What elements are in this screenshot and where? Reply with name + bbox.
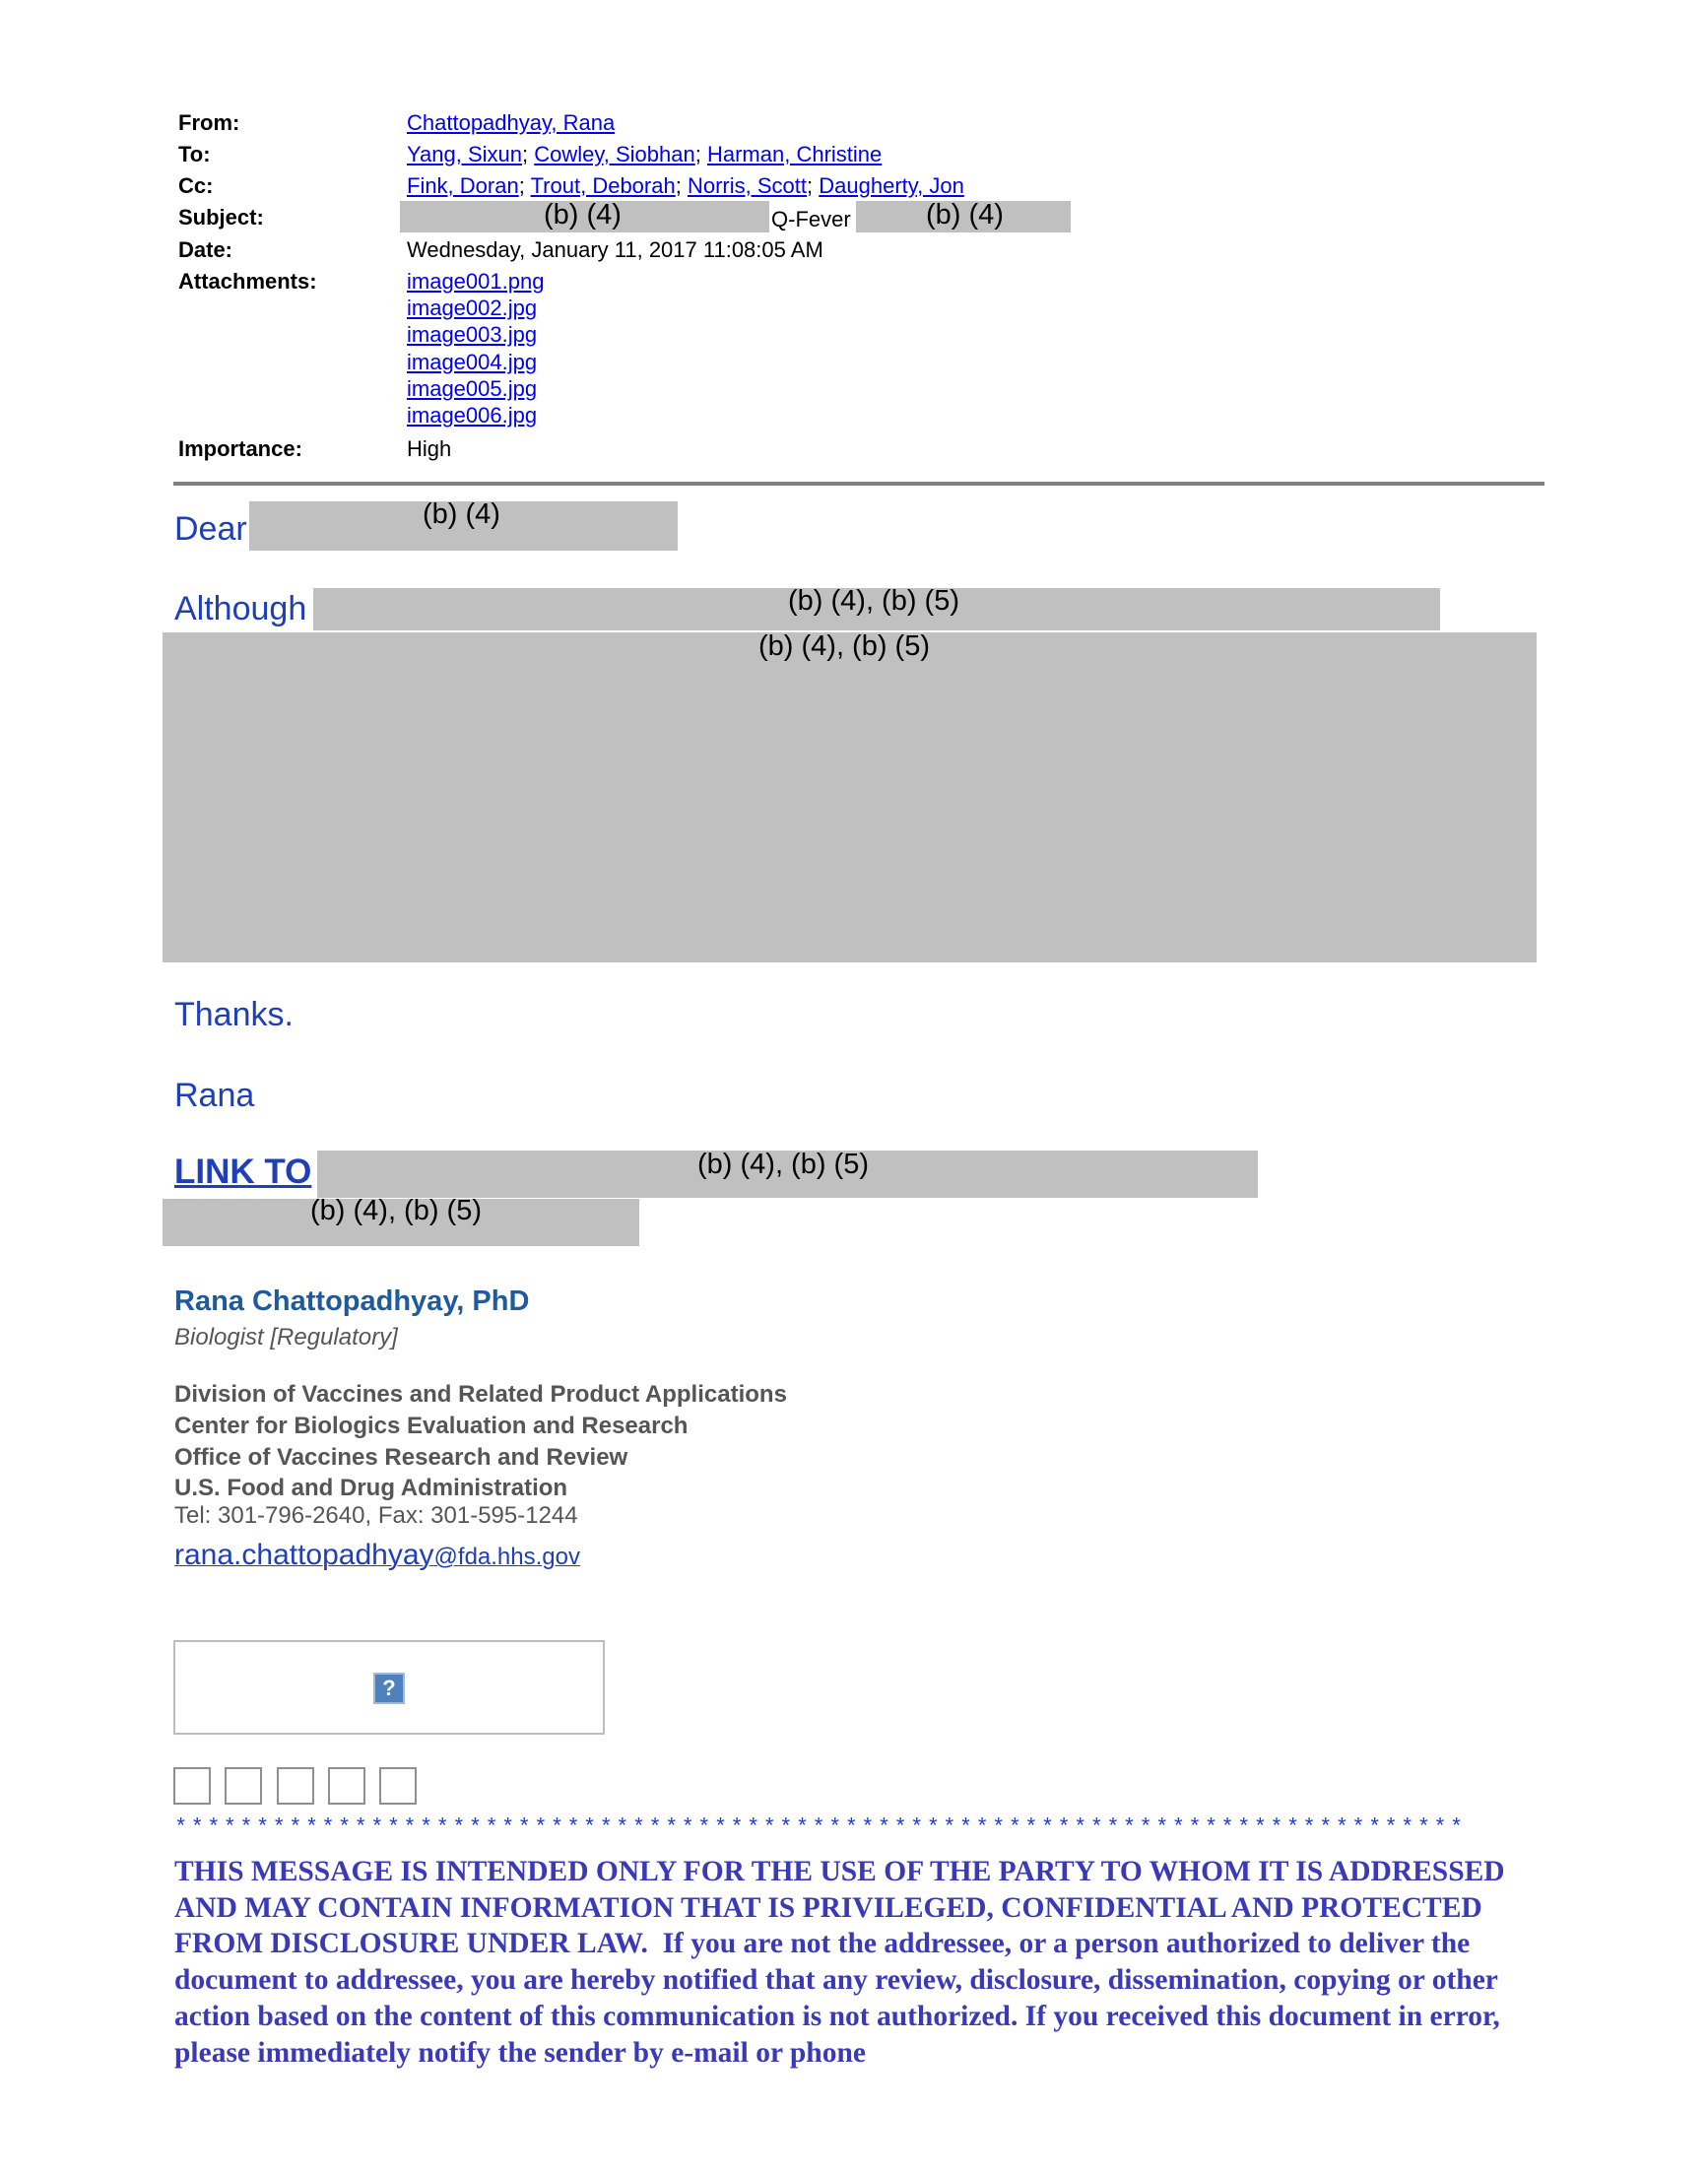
attachment-link[interactable]: image004.jpg [407,350,538,374]
disclaimer-body: If you are not the addressee, or a person authorized to deliver the document to addressee, you are hereby notified that any review, disclosure, dissemination, copying or other action based on the content of this communication is not authorized. If you received this document in error, please immediately notify the sender by e-mail or phone [174,1928,1500,2069]
subject-text: Q-Fever [771,207,851,231]
social-icon-placeholder[interactable] [225,1767,262,1805]
confidentiality-disclaimer [174,1854,1534,2071]
redaction-code: (b) (4), (b) (5) [758,630,930,662]
social-icon-placeholder[interactable] [277,1767,314,1805]
signature-org-line: Division of Vaccines and Related Product Applications [174,1381,787,1408]
email-user: rana.chattopadhyay [174,1539,434,1571]
social-icon-placeholder[interactable] [328,1767,365,1805]
signature-org-line: Center for Biologics Evaluation and Research [174,1413,689,1439]
header-divider [173,482,1544,486]
separator: ; [694,142,701,166]
attachment-link[interactable]: image002.jpg [407,296,538,320]
cc-link[interactable]: Daugherty, Jon [819,173,964,198]
attachment-link[interactable]: image003.jpg [407,322,538,347]
disclaimer-divider: ******************************************************************************* [174,1815,1467,1840]
cc-value [407,173,964,199]
recipient-link[interactable]: Harman, Christine [706,142,883,166]
paragraph-redaction [163,632,1537,962]
disclaimer-caps: THIS MESSAGE IS INTENDED ONLY FOR THE USE OF THE PARTY TO WHOM IT IS ADDRESSED AND MAY CONTAIN INFORMATION THAT IS PRIVILEGED, CONFIDENTIAL AND PROTECTED FROM DISCLOSURE UNDER LAW. [174,1856,1505,1960]
email-link[interactable] [174,1539,580,1572]
signature-title: Biologist [Regulatory] [174,1324,398,1351]
cc-label: Cc: [178,173,214,198]
separator: ; [807,173,814,198]
from-value [407,110,615,136]
subject-label: Subject: [178,205,264,230]
redaction-code: (b) (4), (b) (5) [310,1195,482,1226]
separator: ; [518,173,525,198]
cc-link[interactable]: Norris, Scott [687,173,807,198]
separator: ; [675,173,682,198]
to-value [407,142,882,167]
image-placeholder-box [173,1640,605,1735]
attachments-label: Attachments: [178,269,317,294]
missing-image-icon: ? [373,1673,405,1704]
signature-org-line: Office of Vaccines Research and Review [174,1444,628,1471]
recipient-link[interactable]: Cowley, Siobhan [534,142,695,166]
importance-value: High [407,436,452,461]
signature-name: Rana Chattopadhyay, PhD [174,1285,530,1317]
from-label: From: [178,110,240,135]
sender-link[interactable]: Chattopadhyay, Rana [407,110,616,135]
attachment-link[interactable]: image006.jpg [407,403,538,428]
importance-label: Importance: [178,436,302,461]
to-label: To: [178,142,211,166]
sign-off: Rana [174,1077,255,1114]
attachment-link[interactable]: image005.jpg [407,376,538,401]
redaction-code: (b) (4) [926,199,1004,231]
greeting: Dear [174,510,247,548]
attachment-link[interactable]: image001.png [407,269,545,294]
redaction-code: (b) (4) [544,199,622,231]
separator: ; [522,142,529,166]
redaction-code: (b) (4), (b) (5) [788,585,959,617]
link-to[interactable]: LINK TO [174,1153,312,1191]
social-icon-placeholder[interactable] [379,1767,417,1805]
redaction-code: (b) (4), (b) (5) [697,1149,869,1180]
recipient-link[interactable]: Yang, Sixun [407,142,523,166]
date-value: Wednesday, January 11, 2017 11:08:05 AM [407,237,823,262]
email-domain: @fda.hhs.gov [433,1544,580,1570]
redaction-code: (b) (4) [423,498,500,530]
signature-org-line: U.S. Food and Drug Administration [174,1475,568,1501]
signature-phone: Tel: 301-796-2640, Fax: 301-595-1244 [174,1502,578,1529]
social-icon-placeholder[interactable] [173,1767,211,1805]
thanks-text: Thanks. [174,996,294,1033]
although-text: Although [174,590,307,627]
cc-link[interactable]: Fink, Doran [407,173,519,198]
date-label: Date: [178,237,233,262]
cc-link[interactable]: Trout, Deborah [530,173,676,198]
